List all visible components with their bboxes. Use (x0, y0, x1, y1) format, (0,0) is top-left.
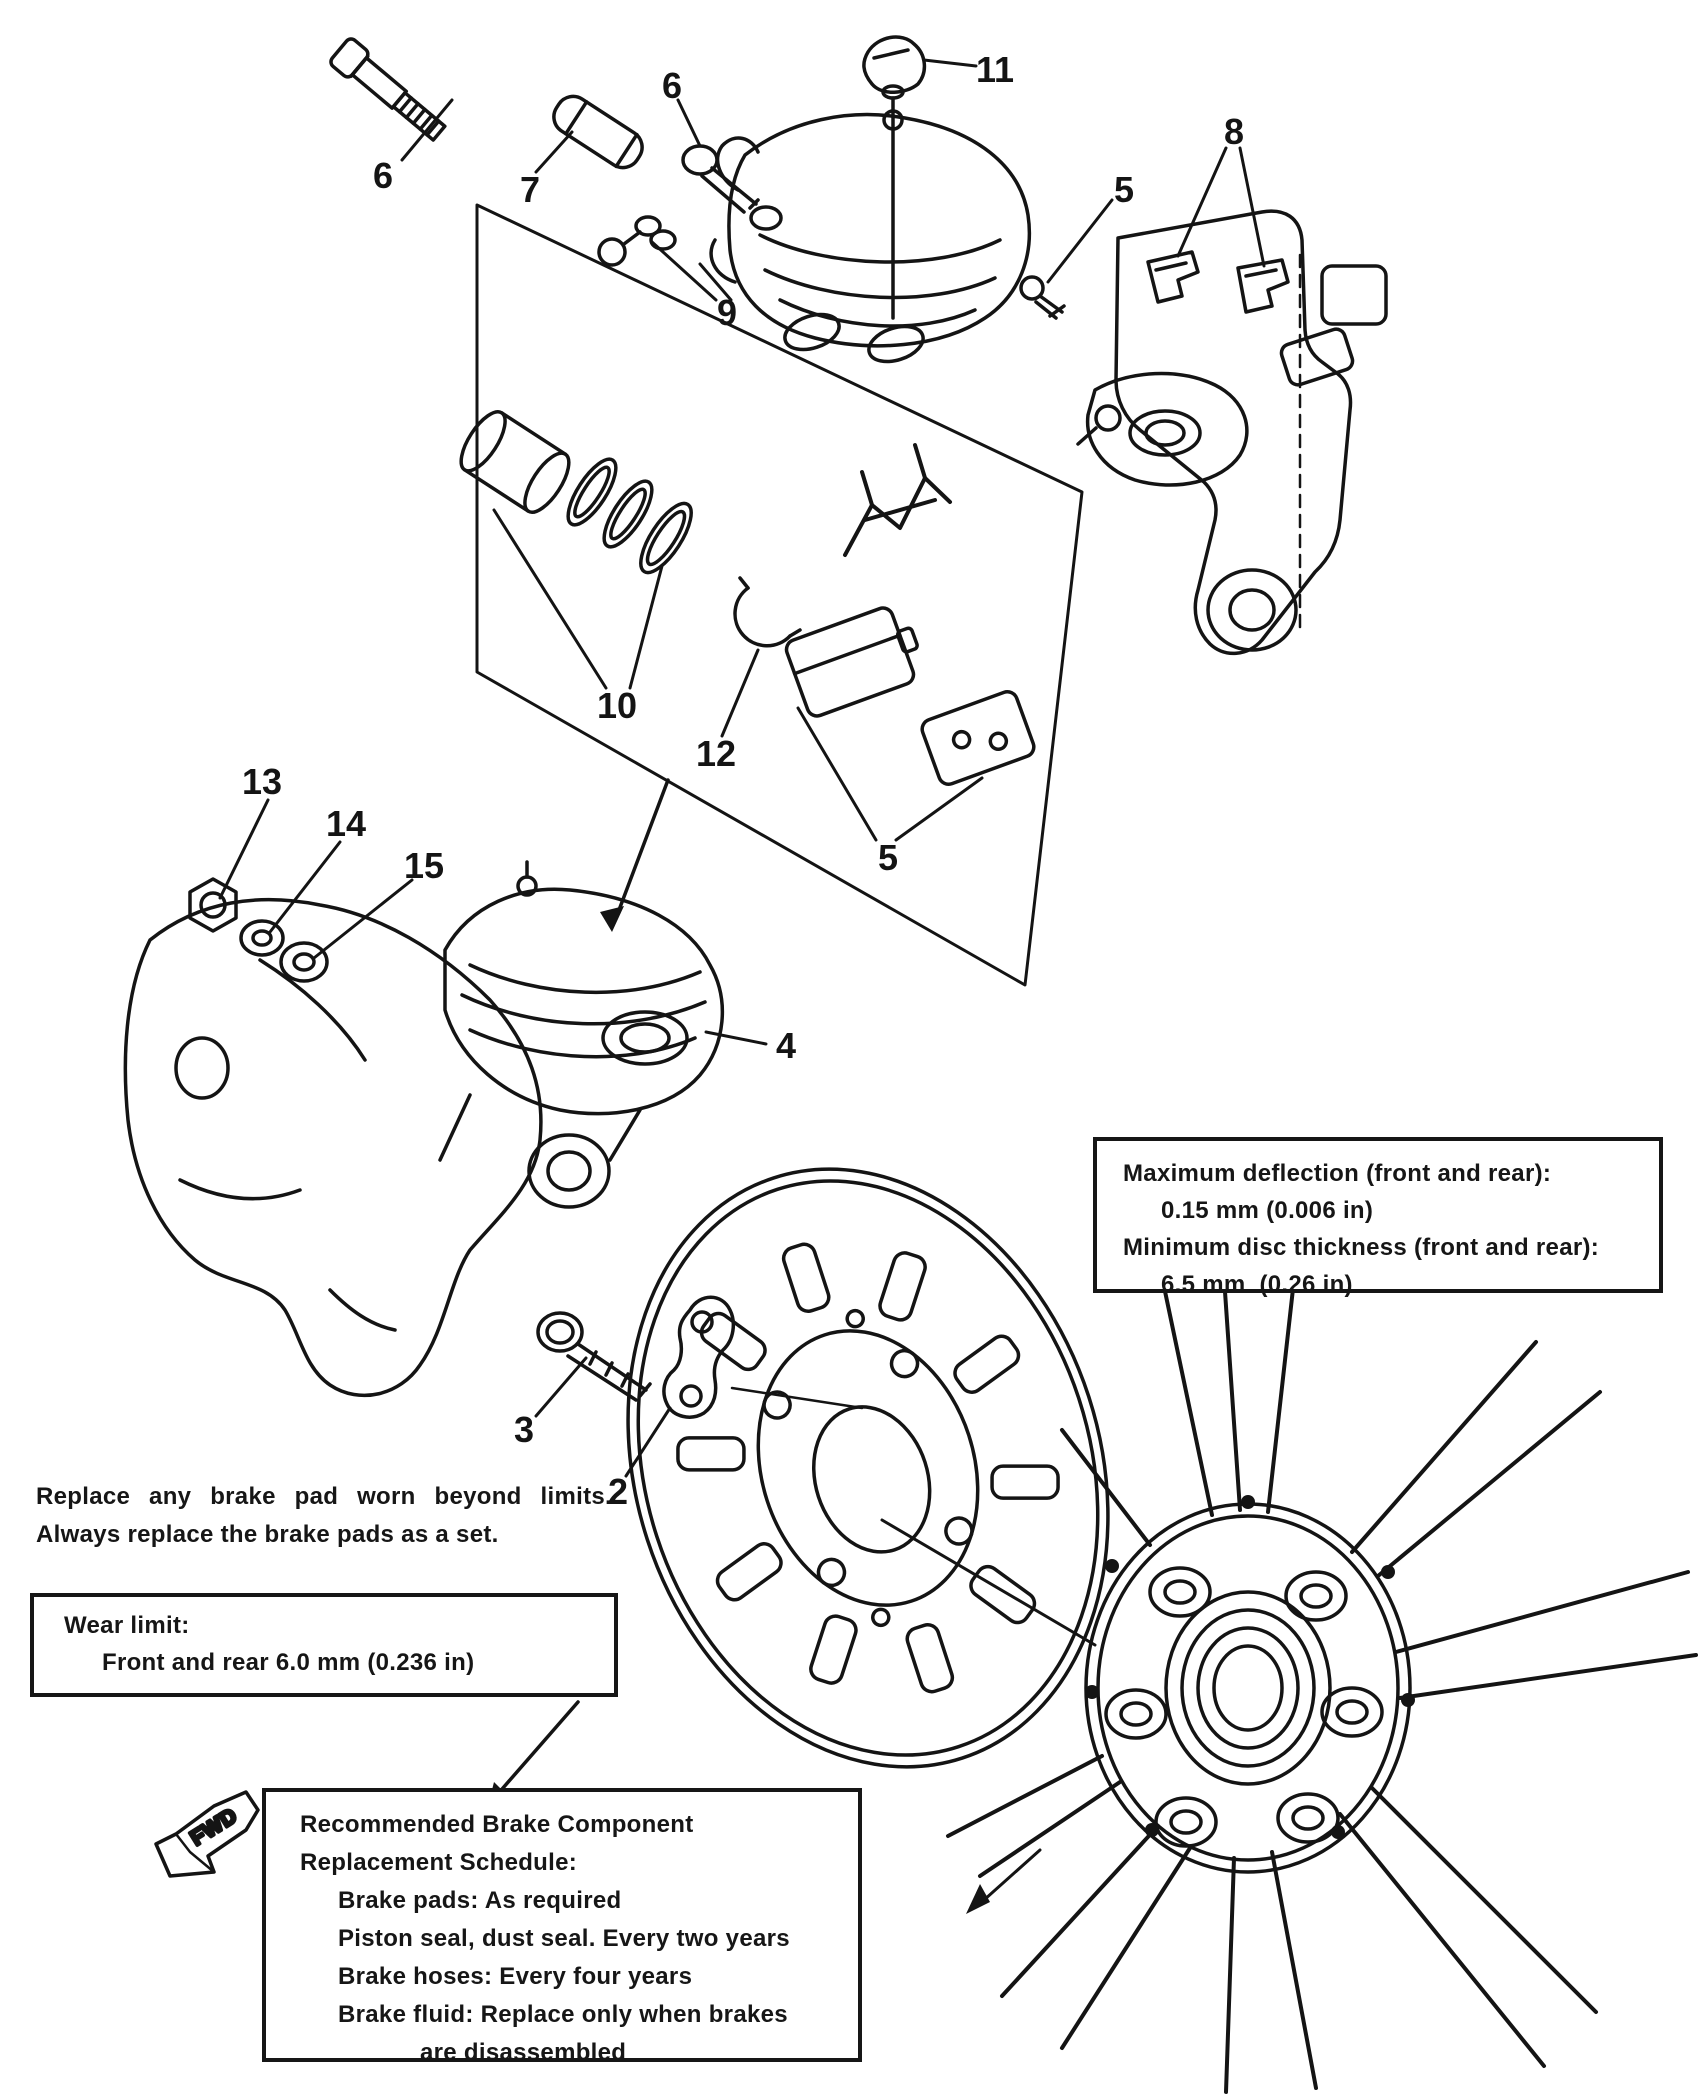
retaining-clip-drawing (735, 578, 800, 646)
replacement-schedule-box (262, 1788, 862, 2066)
schedule-line-3: Brake pads: As required (338, 1887, 622, 1914)
pad-clips-drawing (1148, 252, 1288, 312)
deflection-spec-box (1093, 1137, 1663, 1298)
lower-bracket-drawing (125, 900, 541, 1396)
callout-spring-washer-label: 14 (325, 803, 367, 844)
pad-spring-drawing (845, 445, 950, 555)
schedule-line-2: Replacement Schedule: (300, 1849, 578, 1876)
piston-drawing (453, 405, 577, 519)
fwd-label: FWD (186, 1803, 242, 1851)
bleed-screw-drawing (599, 146, 781, 265)
wear-limit-box (30, 1593, 618, 1697)
wheel-spokes (948, 1248, 1696, 2092)
exploded-plane-outline (477, 205, 1082, 985)
spec-line-1: Maximum deflection (front and rear): (1123, 1160, 1552, 1187)
spoke-dots (1085, 1495, 1415, 1839)
callout-pad-clips-label: 8 (1223, 111, 1245, 152)
spec-line-3: Minimum disc thickness (front and rear): (1123, 1234, 1600, 1261)
brake-pad-shim-drawing (919, 689, 1036, 787)
callout-washer-label: 15 (403, 845, 445, 886)
callout-bleed-screw-label: 6 (661, 65, 683, 106)
mounting-bolt-drawing (329, 37, 450, 147)
callout-nut-label: 13 (241, 761, 283, 802)
spring-washer-drawing (241, 921, 283, 955)
callout-collar-label: 7 (519, 169, 541, 210)
collar-drawing (547, 90, 648, 174)
plain-washer-drawing (281, 943, 327, 981)
schedule-line-5: Brake hoses: Every four years (338, 1963, 693, 1990)
callout-bleed-cap-label: 11 (975, 49, 1015, 90)
callout-brake-pads-label: 5 (877, 837, 899, 878)
callout-mounting-bolt-label: 6 (372, 155, 394, 196)
callout-seals-label: 9 (716, 292, 738, 333)
callout-retaining-clip-label: 12 (695, 733, 737, 774)
disc-to-hub-leader (882, 1520, 1095, 1645)
schedule-line-1: Recommended Brake Component (300, 1811, 694, 1838)
wheel-hub-drawing (948, 1248, 1696, 2092)
brake-pad-drawing (784, 601, 929, 719)
callout-pin-bolt-label: 5 (1113, 169, 1135, 210)
pin-bolt-drawing (1021, 277, 1064, 318)
bleed-cap-drawing (864, 37, 924, 318)
wear-limit-title: Wear limit: (64, 1612, 190, 1639)
schedule-line-7: are disassembled (420, 2039, 627, 2066)
schedule-line-4: Piston seal, dust seal. Every two years (338, 1925, 790, 1952)
piston-seals-drawing (560, 453, 701, 580)
callout-caliper-label: 4 (775, 1025, 797, 1066)
assembly-arrow (600, 780, 668, 932)
pad-replacement-note: Replace any brake pad worn beyond limits. Always replace the brake pads as a set. (36, 1483, 612, 1548)
callout-stay-bolt-label: 3 (513, 1409, 535, 1450)
spec-line-2: 0.15 mm (0.006 in) (1161, 1197, 1374, 1224)
spec-line-4: 6.5 mm (0.26 in) (1161, 1271, 1353, 1298)
schedule-line-6: Brake fluid: Replace only when brakes (338, 2001, 788, 2028)
callout-piston-label: 10 (596, 685, 638, 726)
callout-stay-label: 2 (607, 1471, 629, 1512)
wear-limit-value: Front and rear 6.0 mm (0.236 in) (102, 1649, 475, 1676)
fwd-arrow-icon (156, 1792, 258, 1876)
upper-caliper-drawing (711, 111, 1029, 368)
caliper-bracket-drawing (1078, 211, 1386, 653)
lower-caliper-drawing (440, 862, 722, 1207)
